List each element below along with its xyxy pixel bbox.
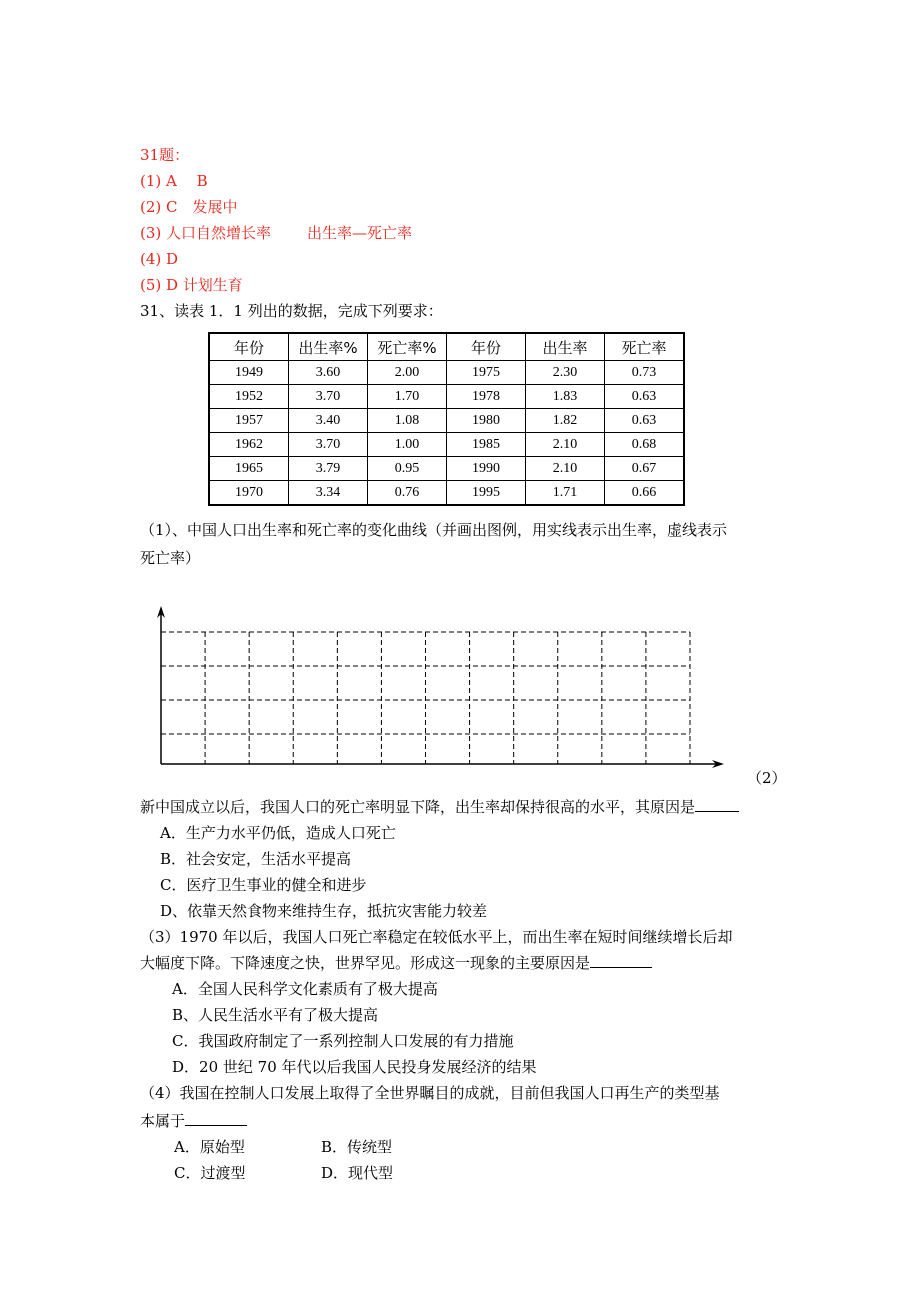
table-header-row <box>209 333 684 361</box>
table-cell: 1957 <box>209 409 289 433</box>
table-cell: 1.00 <box>368 433 447 457</box>
answer-line-3 <box>140 223 412 243</box>
table-row <box>209 409 684 433</box>
answer-line-1: (1) A B <box>140 172 208 190</box>
table-cell: 1.71 <box>526 481 605 506</box>
part4-line1: （4）我国在控制人口发展上取得了全世界瞩目的成就，目前但我国人口再生产的类型基 <box>140 1084 720 1102</box>
table-cell: 0.67 <box>605 457 685 481</box>
part2-option-d: D、依靠天然食物来维持生存，抵抗灾害能力较差 <box>160 902 488 920</box>
table-header: 出生率% <box>289 333 368 361</box>
part3-option-c: C．我国政府制定了一系列控制人口发展的有力措施 <box>172 1032 514 1050</box>
table-cell: 1995 <box>447 481 526 506</box>
answer-line-3-b: 出生率—死亡率 <box>307 224 413 242</box>
answer-line-2: (2) C 发展中 <box>140 198 238 216</box>
part4-option-d: D．现代型 <box>321 1164 394 1182</box>
table-cell: 1.08 <box>368 409 447 433</box>
table-cell: 3.40 <box>289 409 368 433</box>
table-cell: 3.60 <box>289 361 368 385</box>
answer-line-5: (5) D 计划生育 <box>140 276 243 294</box>
part3-option-a: A．全国人民科学文化素质有了极大提高 <box>172 980 438 998</box>
part4-option-c: C．过渡型 <box>174 1164 246 1182</box>
answer-title: 31题： <box>140 146 190 164</box>
table-cell: 1990 <box>447 457 526 481</box>
table-header: 出生率 <box>526 333 605 361</box>
table-cell: 3.34 <box>289 481 368 506</box>
table-header: 年份 <box>209 333 289 361</box>
part4-option-b: B．传统型 <box>321 1138 393 1156</box>
part1-line2: 死亡率） <box>140 549 201 567</box>
question-intro: 31、读表 1．1 列出的数据，完成下列要求： <box>140 302 443 320</box>
answer-blank[interactable] <box>185 1111 247 1126</box>
part2-stem-text: 新中国成立以后，我国人口的死亡率明显下降，出生率却保持很高的水平，其原因是 <box>140 798 696 816</box>
table-cell: 1949 <box>209 361 289 385</box>
table-row <box>209 433 684 457</box>
table-cell: 1962 <box>209 433 289 457</box>
table-cell: 2.10 <box>526 433 605 457</box>
part2-option-b: B．社会安定，生活水平提高 <box>160 850 352 868</box>
part4-line2 <box>140 1111 247 1131</box>
table-cell: 0.66 <box>605 481 685 506</box>
table-cell: 3.79 <box>289 457 368 481</box>
table-cell: 1985 <box>447 433 526 457</box>
table-cell: 0.95 <box>368 457 447 481</box>
table-cell: 1.70 <box>368 385 447 409</box>
table-cell: 1.82 <box>526 409 605 433</box>
table-cell: 0.63 <box>605 409 685 433</box>
blank-chart-grid <box>150 600 740 775</box>
part2-label: （2） <box>747 769 787 787</box>
table-cell: 1978 <box>447 385 526 409</box>
part3-line1: （3）1970 年以后，我国人口死亡率稳定在较低水平上，而出生率在短时间继续增长后却 <box>140 928 733 946</box>
part4-line2-text: 本属于 <box>140 1112 186 1130</box>
table-header: 死亡率 <box>605 333 685 361</box>
part2-stem <box>140 797 739 817</box>
part3-option-d: D．20 世纪 70 年代以后我国人民投身发展经济的结果 <box>172 1058 537 1076</box>
dashed-grid <box>161 632 690 764</box>
table-cell: 1975 <box>447 361 526 385</box>
table-cell: 0.68 <box>605 433 685 457</box>
table-row <box>209 457 684 481</box>
table-cell: 1980 <box>447 409 526 433</box>
table-cell: 1952 <box>209 385 289 409</box>
part2-option-a: A．生产力水平仍低，造成人口死亡 <box>160 824 396 842</box>
table-cell: 3.70 <box>289 385 368 409</box>
table-cell: 0.63 <box>605 385 685 409</box>
answer-line-3-a: (3) 人口自然增长率 <box>140 224 272 242</box>
table-cell: 1.83 <box>526 385 605 409</box>
part3-option-b: B、人民生活水平有了极大提高 <box>172 1006 379 1024</box>
table-row <box>209 361 684 385</box>
part2-option-c: C．医疗卫生事业的健全和进步 <box>160 876 367 894</box>
table-cell: 1970 <box>209 481 289 506</box>
part3-line2-text: 大幅度下降。下降速度之快，世界罕见。形成这一现象的主要原因是 <box>140 954 591 972</box>
answer-blank[interactable] <box>695 797 739 812</box>
table-cell: 1965 <box>209 457 289 481</box>
table-cell: 2.30 <box>526 361 605 385</box>
answer-blank[interactable] <box>590 953 652 968</box>
table-cell: 3.70 <box>289 433 368 457</box>
table-header: 年份 <box>447 333 526 361</box>
table-cell: 2.00 <box>368 361 447 385</box>
part1-line1: （1）、中国人口出生率和死亡率的变化曲线（并画出图例，用实线表示出生率，虚线表示 <box>140 521 728 539</box>
table-cell: 2.10 <box>526 457 605 481</box>
part3-line2 <box>140 953 652 973</box>
table-header: 死亡率% <box>368 333 447 361</box>
table-cell: 0.73 <box>605 361 685 385</box>
table-row <box>209 481 684 506</box>
birth-death-rate-table <box>208 332 685 506</box>
table-cell: 0.76 <box>368 481 447 506</box>
answer-line-4: (4) D <box>140 250 179 268</box>
table-row <box>209 385 684 409</box>
part4-option-a: A．原始型 <box>174 1138 245 1156</box>
